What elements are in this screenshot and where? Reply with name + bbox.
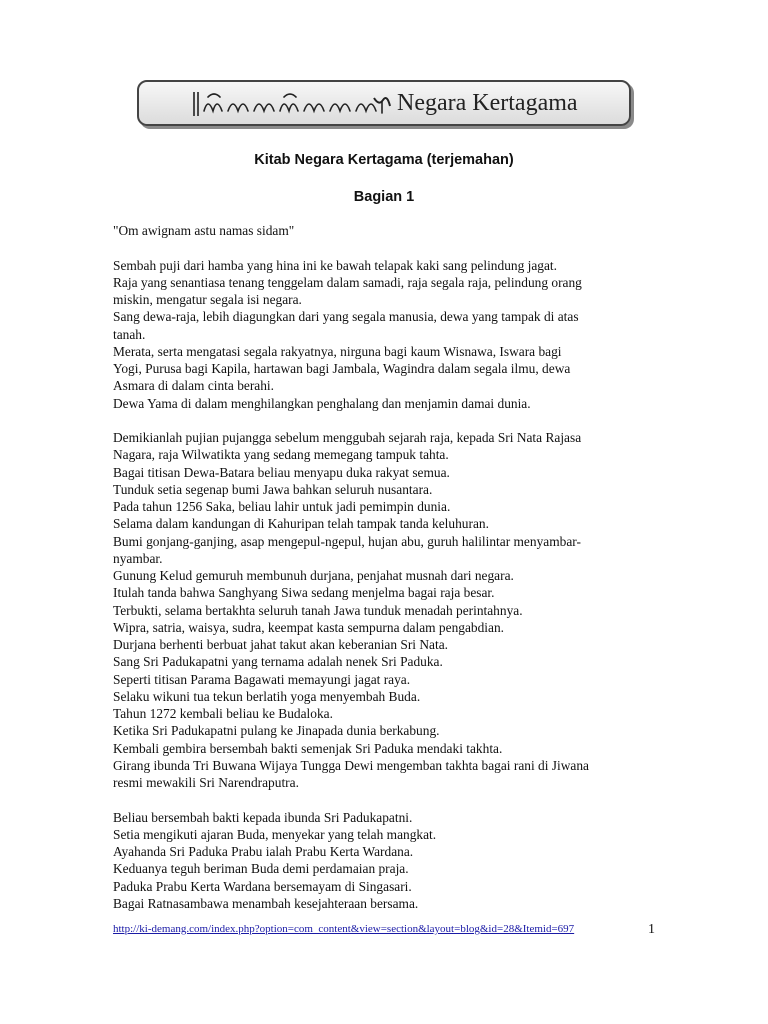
text-line: miskin, mengatur segala isi negara. [113,292,302,307]
section-heading: Bagian 1 [353,189,415,205]
document-body [113,222,658,912]
text-line: Dewa Yama di dalam menghilangkan penghalang dan menjamin damai dunia. [113,395,531,411]
text-line: Selama dalam kandungan di Kahuripan telah tampak tanda keluhuran. [113,516,489,532]
text-line: Sembah puji dari hamba yang hina ini ke bawah telapak kaki sang pelindung jagat. [113,257,557,273]
text-line: Keduanya teguh beriman Buda demi perdamaian praja. [113,861,409,877]
text-line: Durjana berhenti berbuat jahat takut akan keberanian Sri Nata. [113,637,448,652]
text-line: Tahun 1272 kembali beliau ke Budaloka. [113,706,333,721]
banner-title: Negara Kertagama [397,90,578,116]
text-line: Pada tahun 1256 Saka, beliau lahir untuk jadi pemimpin dunia. [113,499,451,514]
script-divider-icon [192,90,200,118]
text-line: Setia mengikuti ajaran Buda, menyekar yang telah mangkat. [113,826,437,842]
text-line: Nagara, raja Wilwatikta yang sedang memegang tampuk tahta. [113,447,449,463]
page-number: 1 [648,922,655,937]
text-line: Bumi gonjang-ganjing, asap mengepul-ngepul, hujan abu, guruh halilintar menyambar- [113,533,581,549]
text-line: Bagai titisan Dewa-Batara beliau menyapu duka rakyat semua. [113,464,450,480]
text-line: Sang Sri Padukapatni yang ternama adalah nenek Sri Paduka. [113,654,443,670]
text-line: Itulah tanda bahwa Sanghyang Siwa sedang menjelma bagai raja besar. [113,585,495,601]
text-line: Asmara di dalam cinta berahi. [113,378,274,394]
text-line: Girang ibunda Tri Buwana Wijaya Tungga Dewi mengemban takhta bagai rani di Jiwana [113,757,589,773]
text-line: Bagai Ratnasambawa menambah kesejahteraan bersama. [113,895,419,911]
paragraph-gap [113,239,658,256]
text-line: Tunduk setia segenap bumi Jawa bahkan seluruh nusantara. [113,481,433,497]
text-line: nyambar. [113,550,163,566]
source-link[interactable]: http://ki-demang.com/index.php?option=com_content&view=section&layout=blog&id=28&Itemid=697 [113,923,575,935]
paragraph-gap [113,791,658,808]
javanese-script-logo [202,89,392,119]
document-title: Kitab Negara Kertagama (terjemahan) [254,152,514,168]
text-line: Sang dewa-raja, lebih diagungkan dari yang segala manusia, dewa yang tampak di atas [113,309,579,325]
text-line: "Om awignam astu namas sidam" [113,223,295,238]
text-line: Gunung Kelud gemuruh membunuh durjana, penjahat musnah dari negara. [113,568,514,583]
text-line: tanah. [113,326,146,342]
text-line: Merata, serta mengatasi segala rakyatnya, nirguna bagi kaum Wisnawa, Iswara bagi [113,343,562,359]
header-banner [137,80,631,126]
text-line: Paduka Prabu Kerta Wardana bersemayam di Singasari. [113,878,412,894]
paragraph-gap [113,412,658,429]
text-line: Seperti titisan Parama Bagawati memayungi jagat raya. [113,671,411,687]
text-line: Ayahanda Sri Paduka Prabu ialah Prabu Kerta Wardana. [113,844,414,859]
script-end-mark-icon [372,94,392,108]
text-line: Ketika Sri Padukapatni pulang ke Jinapada dunia berkabung. [113,723,440,739]
text-line: Kembali gembira bersembah bakti semenjak Sri Paduka mendaki takhta. [113,740,503,756]
text-line: Yogi, Purusa bagi Kapila, hartawan bagi Jambala, Wagindra dalam segala ilmu, dewa [113,361,571,376]
text-line: resmi mewakili Sri Narendraputra. [113,775,299,790]
text-line: Selaku wikuni tua tekun berlatih yoga menyembah Buda. [113,688,421,704]
text-line: Raja yang senantiasa tenang tenggelam dalam samadi, raja segala raja, pelindung orang [113,274,582,290]
text-line: Terbukti, selama bertakhta seluruh tanah Jawa tunduk menadah perintahnya. [113,602,523,618]
text-line: Wipra, satria, waisya, sudra, keempat kasta sempurna dalam pengabdian. [113,619,504,635]
text-line: Beliau bersembah bakti kepada ibunda Sri Padukapatni. [113,809,413,825]
text-line: Demikianlah pujian pujangga sebelum menggubah sejarah raja, kepada Sri Nata Rajasa [113,430,582,445]
